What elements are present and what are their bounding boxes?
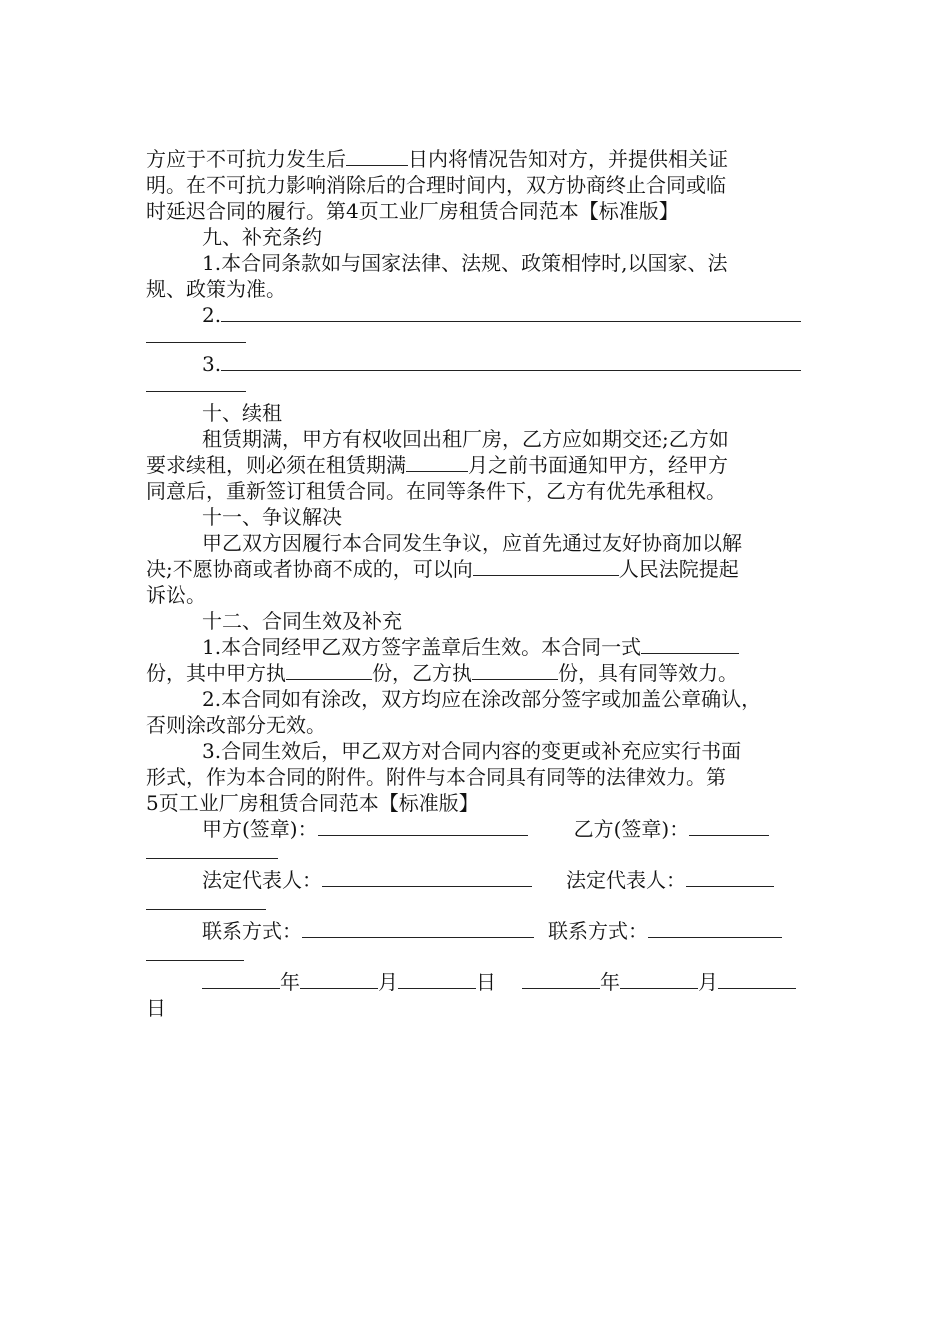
paragraph-line: 3.合同生效后，甲乙双方对合同内容的变更或补充应实行书面 <box>202 739 742 763</box>
blank-field <box>286 661 372 680</box>
blank-field <box>302 919 534 938</box>
paragraph-line: 租赁期满，甲方有权收回出租厂房，乙方应如期交还;乙方如 <box>202 427 729 451</box>
signature-row-contact: 联系方式： 联系方式： <box>146 918 806 944</box>
blank-field <box>322 868 532 887</box>
blank-field <box>398 970 476 989</box>
section-heading: 十一、争议解决 <box>202 505 342 529</box>
paragraph-line: 否则涂改部分无效。 <box>146 713 326 737</box>
blank-field <box>686 868 774 887</box>
blank-field <box>318 817 528 836</box>
blank-field <box>472 661 558 680</box>
paragraph-line: 时延迟合同的履行。第4页工业厂房租赁合同范本【标准版】 <box>146 199 679 223</box>
paragraph-line: 1.本合同条款如与国家法律、法规、政策相悖时,以国家、法 <box>202 251 728 275</box>
blank-field <box>641 635 739 654</box>
paragraph-line: 诉讼。 <box>146 583 206 607</box>
contract-page <box>146 146 806 1021</box>
signature-row-seal: 甲方(签章)： 乙方(签章)： <box>146 816 806 842</box>
section-heading: 十、续租 <box>202 401 282 425</box>
paragraph-line: 同意后，重新签订租赁合同。在同等条件下，乙方有优先承租权。 <box>146 479 726 503</box>
paragraph-line: 1.本合同经甲乙双方签字盖章后生效。本合同一式 <box>146 634 806 660</box>
paragraph-line: 决;不愿协商或者协商不成的，可以向 人民法院提起 <box>146 557 739 581</box>
section-heading: 十二、合同生效及补充 <box>202 609 402 633</box>
blank-field <box>221 303 801 322</box>
paragraph-line: 形式，作为本合同的附件。附件与本合同具有同等的法律效力。第 <box>146 765 726 789</box>
clause-line: 2. <box>146 302 806 328</box>
paragraph-line: 5页工业厂房租赁合同范本【标准版】 <box>146 791 479 815</box>
blank-field <box>406 453 468 472</box>
clause-line: 3. <box>146 351 806 377</box>
blank-field <box>648 919 782 938</box>
paragraph-line: 明。在不可抗力影响消除后的合理时间内，双方协商终止合同或临 <box>146 173 726 197</box>
blank-field <box>146 844 278 859</box>
signature-row-representative: 法定代表人： 法定代表人： <box>146 867 806 893</box>
blank-field <box>346 147 408 166</box>
blank-field <box>146 328 246 343</box>
blank-field <box>202 970 280 989</box>
paragraph-line: 要求续租，则必须在租赁期满 月之前书面通知甲方，经甲方 <box>146 453 728 477</box>
blank-field <box>689 817 769 836</box>
section-heading: 九、补充条约 <box>202 225 322 249</box>
blank-field <box>522 970 600 989</box>
paragraph-line: 规、政策为准。 <box>146 277 286 301</box>
paragraph-line: 份，其中甲方执 份，乙方执 份，具有同等效力。 <box>146 661 738 685</box>
blank-field <box>146 895 266 910</box>
paragraph-line: 甲乙双方因履行本合同发生争议，应首先通过友好协商加以解 <box>202 531 742 555</box>
paragraph-line: 日 <box>146 996 166 1020</box>
blank-field <box>146 377 246 392</box>
paragraph-line: 2.本合同如有涂改，双方均应在涂改部分签字或加盖公章确认， <box>202 687 762 711</box>
blank-field <box>300 970 378 989</box>
blank-field <box>620 970 698 989</box>
paragraph-line: 方应于不可抗力发生后 日内将情况告知对方，并提供相关证 <box>146 147 728 171</box>
blank-field <box>146 946 244 961</box>
blank-field <box>221 352 801 371</box>
signature-row-date: 年 月 日 年 月 <box>146 969 806 995</box>
blank-field <box>718 970 796 989</box>
blank-field <box>473 557 619 576</box>
